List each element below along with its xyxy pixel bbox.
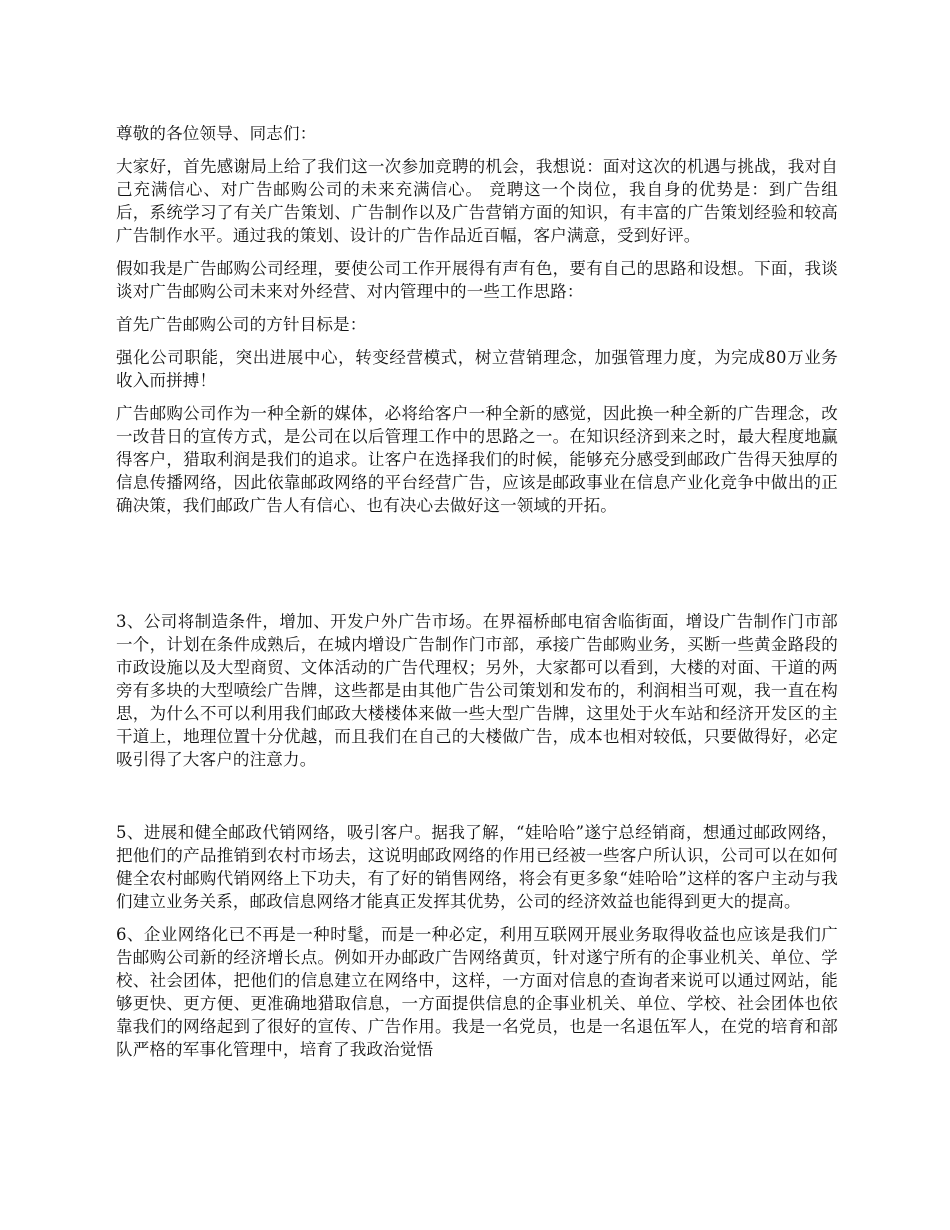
paragraph-point-6: 6、企业网络化已不再是一种时髦，而是一种必定，利用互联网开展业务取得收益也应该是我们广告邮购公司新的经济增长点。例如开办邮政广告网络黄页，针对遂宁所有的企事业机关、单位、学校、社会团体，把他们的信息建立在网络中，这样，一方面对信息的查询者来说可以通过网站，能够更快、更方便、更准确地猎取信息，一方面提供信息的企事业机关、单位、学校、社会团体也依靠我们的网络起到了很好的宣传、广告作用。我是一名党员，也是一名退伍军人，在党的培育和部队严格的军事化管理中，培育了我政治觉悟 xyxy=(116,925,838,1059)
paragraph-vision: 假如我是广告邮购公司经理，要使公司工作开展得有声有色，要有自己的思路和设想。下面，我谈谈对广告邮购公司未来对外经营、对内管理中的一些工作思路： xyxy=(116,259,838,301)
greeting-line: 尊敬的各位领导、同志们： xyxy=(116,124,317,143)
paragraph-point-3: 3、公司将制造条件，增加、开发户外广告市场。在界福桥邮电宿舍临街面，增设广告制作门市部一个，计划在条件成熟后，在城内增设广告制作门市部，承接广告邮购业务，买断一些黄金路段的市政设施以及大型商贸、文体活动的广告代理权；另外，大家都可以看到，大楼的对面、干道的两旁有多块的大型喷绘广告牌，这些都是由其他广告公司策划和发布的，利润相当可观，我一直在构思，为什么不可以利用我们邮政大楼楼体来做一些大型广告牌，这里处于火车站和经济开发区的主干道上，地理位置十分优越，而且我们在自己的大楼做广告，成本也相对较低，只要做得好，必定吸引得了大客户的注意力。 xyxy=(116,612,838,769)
blank-space xyxy=(116,781,838,821)
document-body xyxy=(116,122,838,1071)
paragraph-policy: 强化公司职能，突出进展中心，转变经营模式，树立营销理念，加强管理力度，为完成80万业务收入而拼搏！ xyxy=(116,348,838,390)
blank-space xyxy=(116,527,838,610)
paragraph-intro: 大家好，首先感谢局上给了我们这一次参加竞聘的机会，我想说：面对这次的机遇与挑战，我对自己充满信心、对广告邮购公司的未来充满信心。 竞聘这一个岗位，我自身的优势是：到广告组后，系统学习了有关广告策划、广告制作以及广告营销方面的知识，有丰富的广告策划经验和较高广告制作水平。通过我的策划、设计的广告作品近百幅，客户满意，受到好评。 xyxy=(116,157,838,245)
paragraph-policy-heading: 首先广告邮购公司的方针目标是： xyxy=(116,315,367,334)
paragraph-point-5: 5、进展和健全邮政代销网络，吸引客户。据我了解，“娃哈哈”遂宁总经销商，想通过邮政网络，把他们的产品推销到农村市场去，这说明邮政网络的作用已经被一些客户所认识，公司可以在如何健全农村邮购代销网络上下功夫，有了好的销售网络，将会有更多象“娃哈哈”这样的客户主动与我们建立业务关系，邮政信息网络才能真正发挥其优势，公司的经济效益也能得到更大的提高。 xyxy=(116,823,838,911)
paragraph-media: 广告邮购公司作为一种全新的媒体，必将给客户一种全新的感觉，因此换一种全新的广告理念，改一改昔日的宣传方式，是公司在以后管理工作中的思路之一。在知识经济到来之时，最大程度地赢得客户，猎取利润是我们的追求。让客户在选择我们的时候，能够充分感受到邮政广告得天独厚的信息传播网络，因此依靠邮政网络的平台经营广告，应该是邮政事业在信息产业化竞争中做出的正确决策，我们邮政广告人有信心、也有决心去做好这一领域的开拓。 xyxy=(116,404,838,515)
